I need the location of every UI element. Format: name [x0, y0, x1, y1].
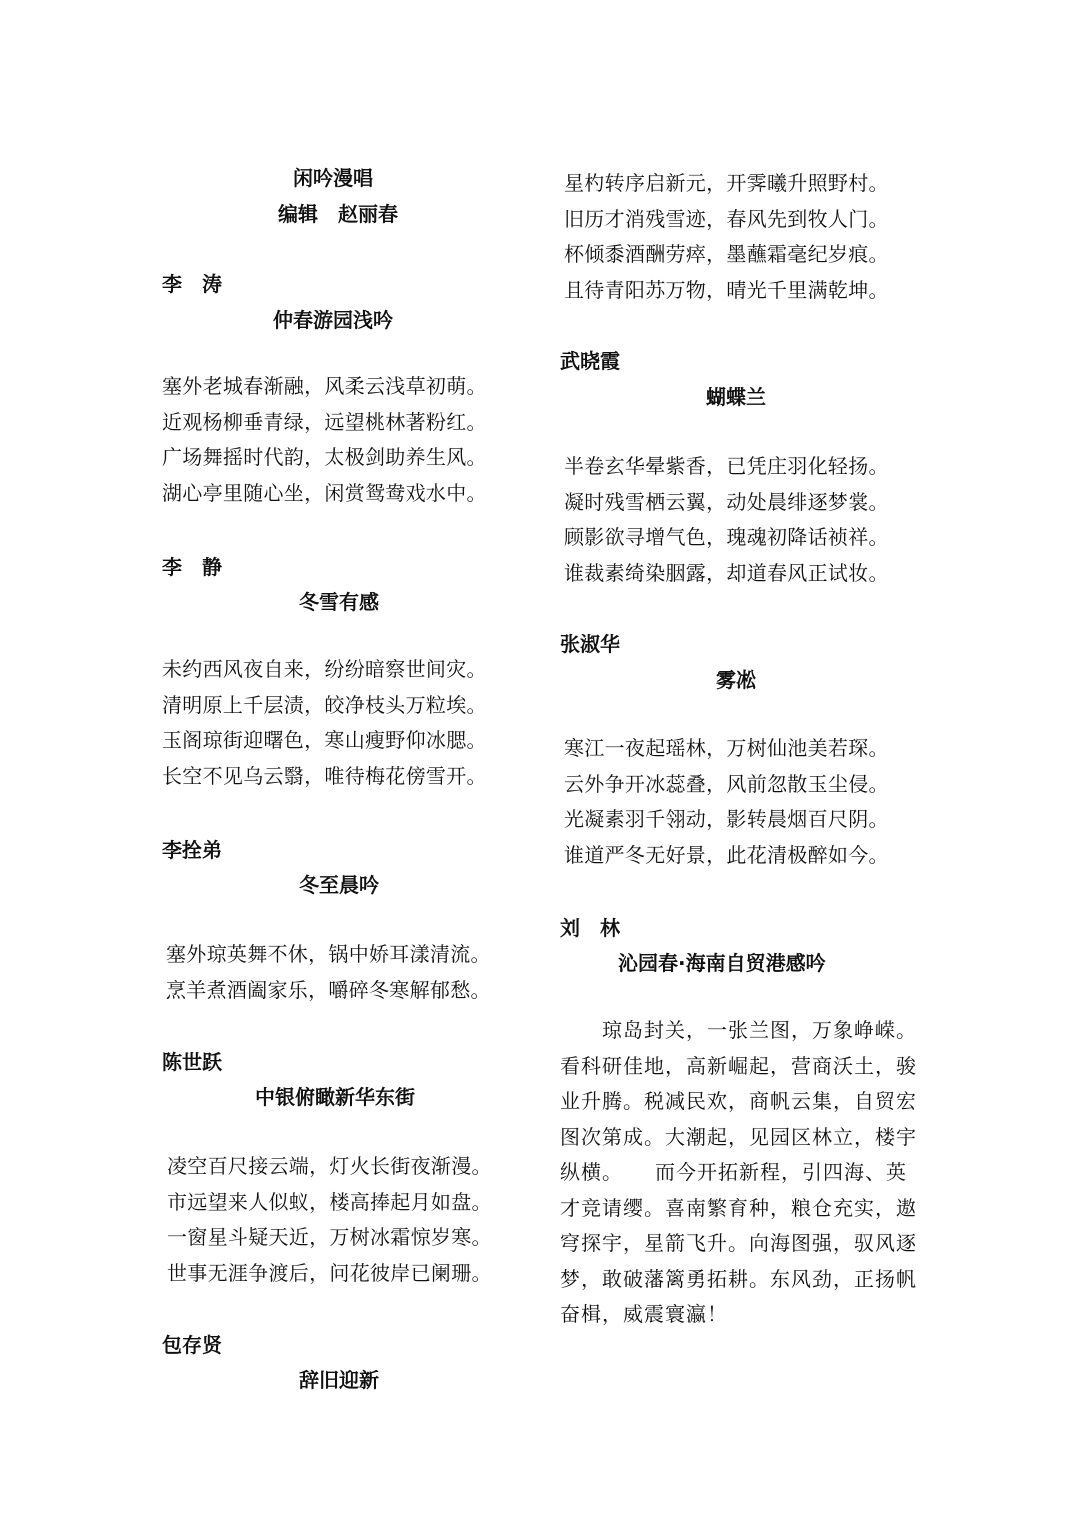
poem-body: [162, 369, 487, 511]
poem-author: 陈世跃: [162, 1050, 222, 1074]
poem-body: [564, 449, 889, 591]
poem-author: 李拴弟: [162, 838, 222, 862]
poem-author: 刘 林: [560, 916, 620, 940]
poem-line: 玉阁琼街迎曙色，寒山瘦野仰冰腮。: [162, 728, 487, 752]
poem-title: 辞旧迎新: [299, 1368, 379, 1392]
poem-line: 谁道严冬无好景，此花清极醉如今。: [564, 842, 889, 867]
poem-author: 李 静: [162, 555, 222, 579]
poem-line: 一窗星斗疑天近，万树冰霜惊岁寒。: [167, 1225, 492, 1249]
poem-line: 寒江一夜起瑶林，万树仙池美若琛。: [564, 736, 889, 760]
poem-body: [564, 731, 889, 873]
poem-line: 湖心亭里随心坐，闲赏鸳鸯戏水中。: [162, 480, 487, 505]
poem-line: 市远望来人似蚁，楼高捧起月如盘。: [167, 1189, 492, 1214]
poem-line: 半卷玄华晕紫香，已凭庄羽化轻扬。: [564, 454, 889, 478]
poem-line: 近观杨柳垂青绿，远望桃林著粉红。: [162, 409, 487, 434]
poem-author: 包存贤: [162, 1333, 222, 1357]
poem-line: 烹羊煮酒阖家乐，嚼碎冬寒解郁愁。: [166, 977, 491, 1002]
poem-title: 冬至晨吟: [299, 873, 379, 897]
poem-title: 仲春游园浅吟: [273, 308, 393, 332]
poem-line: 顾影欲寻增气色，瑰魂初降话祯祥。: [564, 525, 889, 549]
poem-line: 凝时残雪栖云翼，动处晨绯逐梦裳。: [564, 489, 889, 514]
poem-line: 光凝素羽千翎动，影转晨烟百尺阴。: [564, 807, 889, 831]
poem-line: 谁裁素绮染胭露，却道春风正试妆。: [564, 560, 889, 585]
poem-author: 张淑华: [560, 632, 620, 656]
collection-title: 闲吟漫唱: [293, 166, 373, 190]
poem-line: 云外争开冰蕊叠，风前忽散玉尘侵。: [564, 771, 889, 796]
poem-prose-text: 琼岛封关，一张兰图，万象峥嵘。看科研佳地，高新崛起，营商沃土，骏业升腾。税减民欢，商帆云集，自贸宏图次第成。大潮起，见园区林立，楼宇纵横。 而今开拓新程，引四海、英才竞请缨。喜南繁育种，粮仓充实，遨穹探宇，星箭飞升。向海图强，驭风逐梦，敢破藩篱勇拓耕。东风劲，正扬帆奋楫，威震寰瀛！: [560, 1018, 917, 1326]
poem-line: 塞外琼英舞不休，锅中娇耳漾清流。: [166, 942, 491, 966]
poem-author: 武晓霞: [560, 349, 620, 373]
poem-prose-body: [560, 1013, 920, 1333]
poem-title: 冬雪有感: [299, 590, 379, 614]
poem-line: 凌空百尺接云端，灯火长街夜渐漫。: [167, 1154, 492, 1178]
poem-line: 塞外老城春渐融，风柔云浅草初萌。: [162, 374, 487, 398]
poem-body: [166, 937, 491, 1008]
poem-line: 星杓转序启新元，开霁曦升照野村。: [564, 171, 889, 195]
poem-title: 雾凇: [716, 668, 756, 692]
poem-body: [167, 1149, 492, 1291]
poem-line: 世事无涯争渡后，问花彼岸已阑珊。: [167, 1260, 492, 1285]
poem-body: [564, 166, 889, 308]
poem-title: 中银俯瞰新华东街: [255, 1085, 415, 1109]
poem-author: 李 涛: [162, 272, 222, 296]
poem-line: 清明原上千层渍，皎净枝头万粒埃。: [162, 692, 487, 717]
editor-line: 编辑 赵丽春: [278, 202, 398, 226]
poem-line: 且待青阳苏万物，晴光千里满乾坤。: [564, 277, 889, 302]
poem-line: 旧历才消残雪迹，春风先到牧人门。: [564, 206, 889, 231]
poem-line: 广场舞摇时代韵，太极剑助养生风。: [162, 445, 487, 469]
poem-line: 未约西风夜自来，纷纷暗察世间灾。: [162, 657, 487, 681]
poem-title: 沁园春·海南自贸港感吟: [618, 951, 826, 975]
poem-line: 长空不见乌云翳，唯待梅花傍雪开。: [162, 763, 487, 788]
poem-line: 杯倾黍酒酬劳瘁，墨蘸霜毫纪岁痕。: [564, 242, 889, 266]
poem-title: 蝴蝶兰: [706, 385, 766, 409]
poem-body: [162, 652, 487, 794]
